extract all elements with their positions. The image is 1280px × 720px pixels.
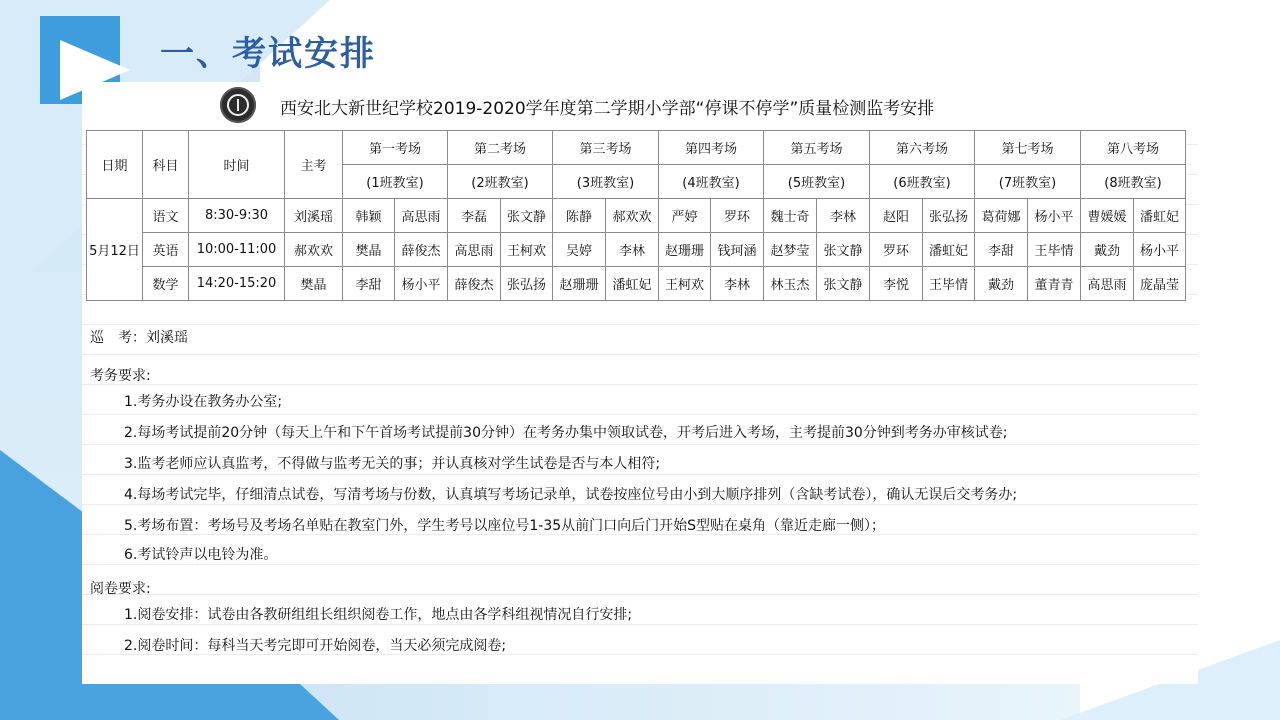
header-room: 第三考场 <box>553 131 659 165</box>
exam-requirements-title: 考务要求: <box>90 368 151 384</box>
proctor-cell: 张文静 <box>501 199 553 233</box>
header-chief: 主考 <box>285 131 343 199</box>
grading-requirements-title: 阅卷要求: <box>90 581 151 597</box>
header-room: 第八考场 <box>1081 131 1186 165</box>
header-subject: 科目 <box>143 131 189 199</box>
header-classroom: (4班教室) <box>659 165 764 199</box>
proctor-cell: 李林 <box>606 233 659 267</box>
exam-requirement-item: 5.考场布置：考场号及考场名单贴在教室门外，学生考号以座位号1-35从前门口向后门开始S型贴在桌角（靠近走廊一侧）； <box>124 518 886 534</box>
proctor-cell: 罗环 <box>711 199 764 233</box>
school-logo-icon <box>220 87 256 123</box>
header-time: 时间 <box>189 131 285 199</box>
proctor-cell: 高思雨 <box>1081 267 1134 301</box>
proctor-cell: 董青青 <box>1028 267 1081 301</box>
proctor-cell: 张弘扬 <box>501 267 553 301</box>
proctor-cell: 赵珊珊 <box>659 233 711 267</box>
proctor-cell: 李悦 <box>870 267 923 301</box>
chief-cell: 刘溪瑶 <box>285 199 343 233</box>
patrol-line: 巡 考：刘溪瑶 <box>90 330 188 346</box>
header-classroom: (8班教室) <box>1081 165 1186 199</box>
subject-cell: 数学 <box>143 267 189 301</box>
proctor-cell: 戴劲 <box>1081 233 1134 267</box>
proctor-cell: 严婷 <box>659 199 711 233</box>
proctor-cell: 李林 <box>711 267 764 301</box>
chief-cell: 樊晶 <box>285 267 343 301</box>
proctor-cell: 韩颖 <box>343 199 395 233</box>
proctor-cell: 魏士奇 <box>764 199 817 233</box>
header-classroom: (6班教室) <box>870 165 975 199</box>
proctor-cell: 王毕情 <box>1028 233 1081 267</box>
sheet-header <box>82 82 1198 130</box>
proctor-cell: 李甜 <box>975 233 1028 267</box>
subject-cell: 英语 <box>143 233 189 267</box>
proctor-cell: 葛荷娜 <box>975 199 1028 233</box>
time-cell: 10:00-11:00 <box>189 233 285 267</box>
table-row <box>87 199 1186 233</box>
exam-requirement-item: 4.每场考试完毕，仔细清点试卷，写清考场与份数，认真填写考场记录单，试卷按座位号由小到大顺序排列（含缺考试卷），确认无误后交考务办; <box>124 487 1018 503</box>
exam-requirement-item: 3.监考老师应认真监考，不得做与监考无关的事；并认真核对学生试卷是否与本人相符; <box>124 456 661 472</box>
header-room: 第四考场 <box>659 131 764 165</box>
time-cell: 8:30-9:30 <box>189 199 285 233</box>
proctor-cell: 罗环 <box>870 233 923 267</box>
proctor-cell: 张弘扬 <box>923 199 975 233</box>
header-classroom: (2班教室) <box>448 165 553 199</box>
header-room: 第二考场 <box>448 131 553 165</box>
proctor-cell: 潘虹妃 <box>606 267 659 301</box>
header-classroom: (5班教室) <box>764 165 870 199</box>
slide-heading: 一、考试安排 <box>160 34 376 74</box>
proctor-cell: 钱珂涵 <box>711 233 764 267</box>
proctor-cell: 郝欢欢 <box>606 199 659 233</box>
grading-requirement-item: 1.阅卷安排：试卷由各教研组组长组织阅卷工作，地点由各学科组视情况自行安排; <box>124 607 633 623</box>
header-row-rooms <box>87 131 1186 165</box>
proctor-cell: 樊晶 <box>343 233 395 267</box>
bottom-strip <box>300 684 1080 720</box>
proctor-cell: 赵梦莹 <box>764 233 817 267</box>
proctor-cell: 王柯欢 <box>659 267 711 301</box>
proctor-cell: 林玉杰 <box>764 267 817 301</box>
header-date: 日期 <box>87 131 143 199</box>
proctor-cell: 高思雨 <box>448 233 501 267</box>
header-room: 第一考场 <box>343 131 448 165</box>
proctor-cell: 王柯欢 <box>501 233 553 267</box>
header-room: 第六考场 <box>870 131 975 165</box>
header-classroom: (3班教室) <box>553 165 659 199</box>
proctor-cell: 赵阳 <box>870 199 923 233</box>
proctor-cell: 李甜 <box>343 267 395 301</box>
proctor-cell: 王毕情 <box>923 267 975 301</box>
exam-schedule-table <box>86 130 1186 301</box>
header-classroom: (1班教室) <box>343 165 448 199</box>
proctor-cell: 潘虹妃 <box>923 233 975 267</box>
proctor-cell: 李林 <box>817 199 870 233</box>
grading-requirement-item: 2.阅卷时间：每科当天考完即可开始阅卷，当天必须完成阅卷; <box>124 638 507 654</box>
subject-cell: 语文 <box>143 199 189 233</box>
sheet-title: 西安北大新世纪学校2019-2020学年度第二学期小学部“停课不停学”质量检测监考安排 <box>280 99 935 119</box>
proctor-cell: 曹媛媛 <box>1081 199 1134 233</box>
header-classroom: (7班教室) <box>975 165 1081 199</box>
date-cell: 5月12日 <box>87 199 143 301</box>
proctor-cell: 薛俊杰 <box>395 233 448 267</box>
header-room: 第五考场 <box>764 131 870 165</box>
exam-requirement-item: 2.每场考试提前20分钟（每天上午和下午首场考试提前30分钟）在考务办集中领取试卷，开考后进入考场，主考提前30分钟到考务办审核试卷; <box>124 425 1008 441</box>
chief-cell: 郝欢欢 <box>285 233 343 267</box>
table-row <box>87 267 1186 301</box>
proctor-cell: 陈静 <box>553 199 606 233</box>
proctor-cell: 戴劲 <box>975 267 1028 301</box>
table-row <box>87 233 1186 267</box>
header-room: 第七考场 <box>975 131 1081 165</box>
time-cell: 14:20-15:20 <box>189 267 285 301</box>
proctor-cell: 庞晶莹 <box>1134 267 1186 301</box>
proctor-cell: 赵珊珊 <box>553 267 606 301</box>
proctor-cell: 杨小平 <box>1134 233 1186 267</box>
proctor-cell: 吴婷 <box>553 233 606 267</box>
proctor-cell: 高思雨 <box>395 199 448 233</box>
exam-requirement-item: 6.考试铃声以电铃为准。 <box>124 547 278 563</box>
proctor-cell: 杨小平 <box>1028 199 1081 233</box>
proctor-cell: 潘虹妃 <box>1134 199 1186 233</box>
proctor-cell: 张文静 <box>817 267 870 301</box>
proctor-cell: 薛俊杰 <box>448 267 501 301</box>
proctor-cell: 李磊 <box>448 199 501 233</box>
proctor-cell: 张文静 <box>817 233 870 267</box>
proctor-cell: 杨小平 <box>395 267 448 301</box>
exam-requirement-item: 1.考务办设在教务办公室; <box>124 394 283 410</box>
spreadsheet-image <box>82 82 1198 684</box>
